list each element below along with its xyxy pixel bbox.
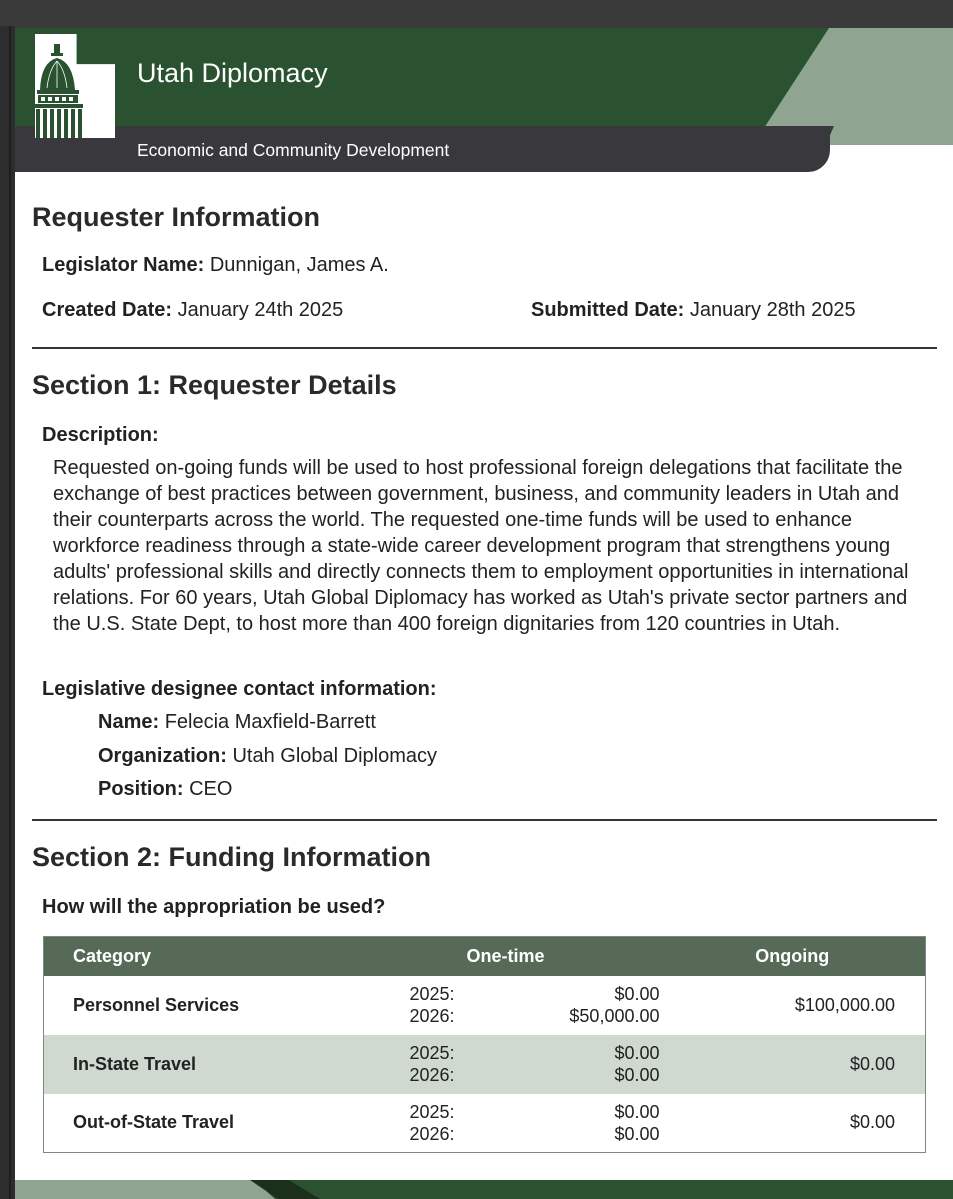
contact-organization-value: Utah Global Diplomacy: [232, 745, 437, 767]
created-date-value: January 24th 2025: [177, 299, 344, 321]
footer-light-stripe: [15, 1180, 275, 1199]
row-one-time: 2025: $0.00 2026: $50,000.00: [409, 984, 660, 1026]
document-page: [15, 28, 953, 1199]
description-text: Requested on-going funds will be used to host professional foreign delegations that facilitate the exchange of best practices between government, business, and community leaders in Utah and their counterparts across the world. The requested one-time funds will be used to enhance workforce readiness through a state-wide career development program that strengthens young adults' professional skills and directly connects them to employment opportunities in international relations. For 60 years, Utah Global Diplomacy has worked as Utah's private sector partners and the U.S. State Dept, to host more than 400 foreign dignitaries from 120 countries in Utah.: [53, 457, 909, 635]
window-top-bar: [0, 0, 953, 26]
page-footer-band: [15, 1180, 953, 1199]
section-2-heading: Section 2: Funding Information: [32, 842, 431, 872]
section-divider: [32, 347, 937, 349]
column-header-category: Category: [44, 937, 352, 976]
contact-position-label: Position:: [98, 778, 184, 800]
legislator-name-field: [42, 254, 389, 277]
created-date-field: [42, 299, 343, 322]
row-ongoing: $0.00: [660, 1035, 926, 1094]
submitted-date-label: Submitted Date:: [531, 299, 685, 321]
section-divider: [32, 819, 937, 821]
contact-position-field: [98, 778, 232, 801]
one-time-amount: $0.00: [614, 984, 660, 1004]
row-category: Personnel Services: [73, 994, 240, 1015]
page-header: [15, 28, 953, 173]
funding-table: [43, 936, 926, 1153]
contact-organization-field: [98, 745, 437, 768]
table-row: [44, 1035, 926, 1094]
contact-position-value: CEO: [189, 778, 233, 800]
contact-name-value: Felecia Maxfield-Barrett: [164, 711, 376, 733]
submitted-date-field: [531, 299, 856, 322]
appropriation-question: How will the appropriation be used?: [42, 896, 386, 918]
contact-name-field: [98, 711, 376, 734]
legislator-name-label: Legislator Name:: [42, 254, 205, 276]
window-left-edge: [0, 26, 15, 1199]
legislator-name-value: Dunnigan, James A.: [209, 254, 389, 276]
description-label: Description:: [42, 424, 159, 446]
row-ongoing: $100,000.00: [794, 994, 895, 1015]
app-title: Utah Diplomacy: [137, 58, 328, 88]
row-one-time: 2025: $0.00 2026: $0.00: [352, 1035, 660, 1094]
row-one-time: 2025: $0.00 2026: $0.00: [409, 1101, 660, 1144]
created-date-label: Created Date:: [42, 299, 173, 321]
table-header-row: [44, 937, 926, 976]
one-time-amount: $0.00: [614, 1101, 660, 1122]
column-header-one-time: One-time: [352, 937, 660, 976]
section-1-heading: Section 1: Requester Details: [32, 370, 397, 400]
app-subtitle: Economic and Community Development: [137, 140, 450, 160]
table-row: [44, 976, 926, 1035]
column-header-ongoing: Ongoing: [660, 937, 926, 976]
one-time-amount: $50,000.00: [569, 1006, 660, 1026]
submitted-date-value: January 28th 2025: [689, 299, 856, 321]
requester-information-heading: Requester Information: [32, 202, 321, 232]
one-time-amount: $0.00: [614, 1065, 660, 1085]
row-ongoing: $0.00: [849, 1112, 895, 1133]
contact-info-label: Legislative designee contact information:: [42, 678, 437, 700]
row-category: In-State Travel: [44, 1035, 352, 1094]
row-category: Out-of-State Travel: [73, 1112, 235, 1133]
contact-name-label: Name:: [98, 711, 160, 733]
one-time-amount: $0.00: [614, 1123, 660, 1144]
one-time-amount: $0.00: [614, 1043, 660, 1063]
table-row: [44, 1094, 926, 1153]
contact-organization-label: Organization:: [98, 745, 227, 767]
